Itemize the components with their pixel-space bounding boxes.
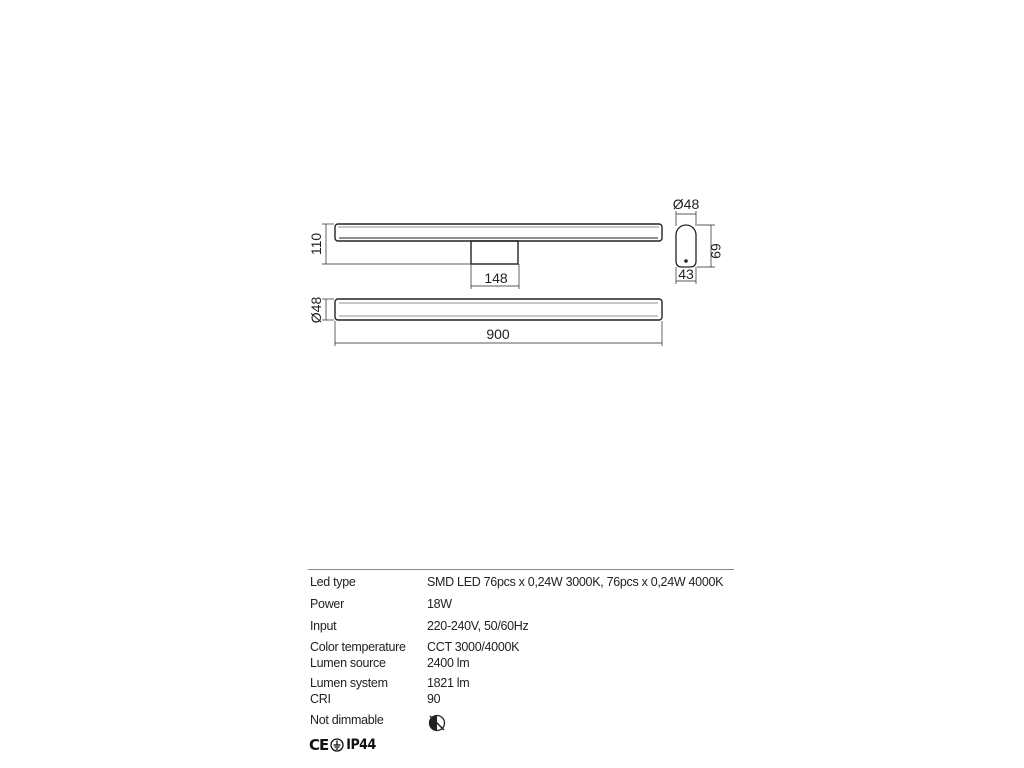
side-view-bracket [471, 241, 518, 264]
dim-48-side-label: Ø48 [308, 296, 324, 324]
end-profile-dot [684, 259, 688, 263]
spec-value: 220-240V, 50/60Hz [427, 619, 529, 633]
spec-table [310, 575, 723, 733]
ip-rating: IP44 [346, 737, 376, 753]
certification-marks [309, 736, 376, 754]
spec-divider [308, 569, 734, 570]
dim-43-label: 43 [678, 266, 694, 282]
spec-label: Lumen system [310, 676, 388, 690]
spec-row-cri [310, 692, 723, 713]
spec-value: CCT 3000/4000K [427, 640, 520, 654]
spec-label: Not dimmable [310, 713, 384, 727]
not-dimmable-icon [427, 713, 447, 733]
spec-value [427, 713, 723, 733]
spec-row-lumen-source [310, 656, 723, 676]
spec-row-lumen-system [310, 676, 723, 692]
dim-48-top-label: Ø48 [672, 196, 700, 212]
spec-row-color-temperature [310, 640, 723, 656]
spec-label: Power [310, 597, 344, 611]
spec-row-led-type [310, 575, 723, 597]
spec-label: Input [310, 619, 337, 633]
spec-value: 90 [427, 692, 441, 706]
dim-148-label: 148 [484, 270, 508, 286]
ce-mark-icon: CE [309, 736, 329, 754]
spec-label: Lumen source [310, 656, 386, 670]
top-view-tube [335, 299, 662, 320]
dim-900-label: 900 [486, 326, 510, 342]
protective-earth-icon [330, 738, 344, 752]
spec-row-not-dimmable [310, 713, 723, 733]
dim-110-label: 110 [308, 232, 324, 256]
spec-label: CRI [310, 692, 331, 706]
spec-row-power [310, 597, 723, 619]
spec-value: 1821 lm [427, 676, 470, 690]
spec-label: Led type [310, 575, 356, 589]
spec-label: Color temperature [310, 640, 406, 654]
spec-value: SMD LED 76pcs x 0,24W 3000K, 76pcs x 0,24W 4000K [427, 575, 724, 589]
spec-value: 2400 lm [427, 656, 470, 670]
dim-69-label: 69 [708, 243, 724, 259]
spec-row-input [310, 619, 723, 640]
spec-value: 18W [427, 597, 452, 611]
